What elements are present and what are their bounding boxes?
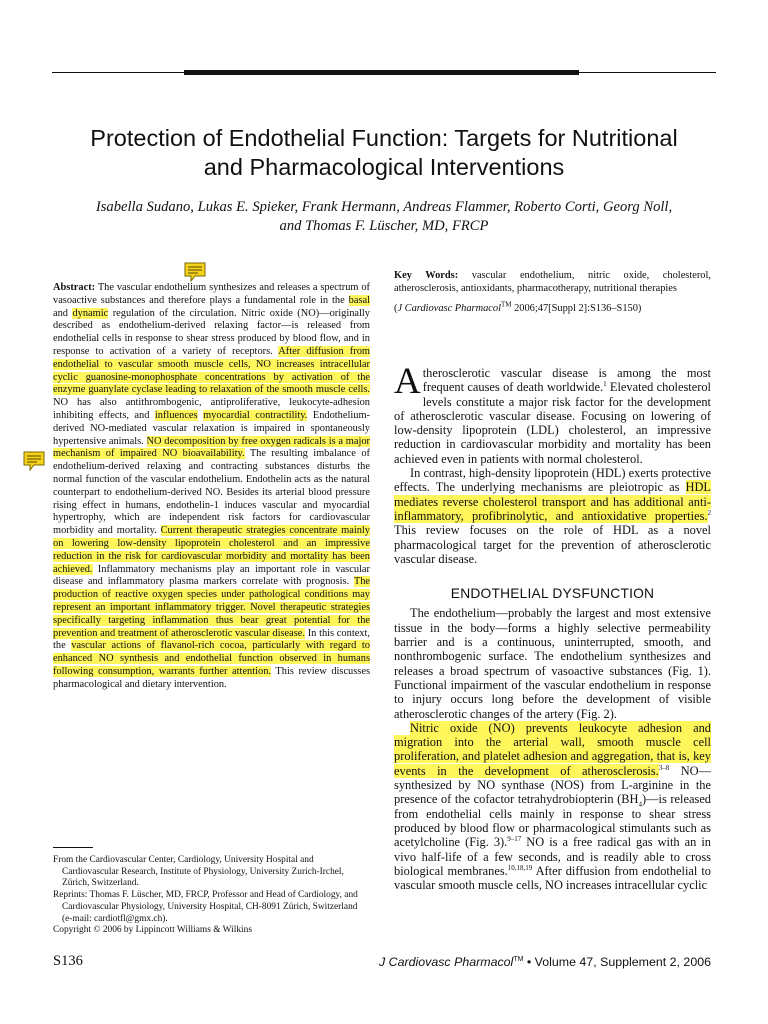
abstract-label: Abstract: [53,282,96,293]
journal-name: J Cardiovasc Pharmacol [379,955,514,969]
keywords [394,270,711,296]
highlight[interactable]: After diffusion from endothelial to vascular smooth muscle cells, NO increases intracellular cyclic guanosine-monophosphate concentrations by activation of the enzyme guanylate cyclase leading to relaxation of the smooth muscle cells. [53,345,371,396]
dropcap: A [394,361,421,402]
authors-line-1: Isabella Sudano, Lukas E. Spieker, Frank Hermann, Andreas Flammer, Roberto Corti, Georg Noll, [95,199,673,215]
highlight[interactable]: Nitric oxide (NO) prevents leukocyte adhesion and migration into the arterial wall, smooth muscle cell proliferation, and platelet adhesion and aggregation, that is, key events in the development of atherosclerosis. [394,720,711,778]
abstract-text: The resulting imbalance of endothelium-derived relaxing and contracting substances disturbs the normal function of the vascular endothelium. Endothelin acts as the natural counterpart to endothelium-derived NO. Besides its arterial blood pressure rising effect in humans, endothelin-1 induces vascular and myocardial hypertrophy, which are independent risk factors for cardiovascular morbidity and mortality. [53,448,370,537]
reference[interactable]: 1 [603,380,607,389]
copyright: Copyright © 2006 by Lippincott Williams & Wilkins [53,925,252,936]
intro-paragraph: In contrast, high-density lipoprotein (HDL) exerts protective effects. The underlying mechanisms are pleiotropic as HDL mediates reverse cholesterol transport and has additional anti-inflammatory, profibrinolytic, and antioxidative properties.$^2$ This review focuses on the role of HDL as a novel pharmacological target for the prevention of atherosclerotic vascular disease. [394,466,711,566]
footnote-rule [53,847,93,848]
section-paragraph: The endothelium—probably the largest and most extensive tissue in the body—forms a highly selective permeability barrier and is a continuous, uninterrupted, smooth, and nonthrombogenic surface. The endothelium synthesizes and releases a broad spectrum of vasoactive substances (Fig. 1). Functional impairment of the vascular endothelium in response to injury occurs long before the development of visible atherosclerotic changes of the artery (Fig. 2). [394,606,711,721]
keywords-block [394,270,711,322]
abstract-text: The vascular endothelium synthesizes and releases a spectrum of vasoactive substances and therefore plays a fundamental role in the [53,282,370,306]
citation-text: 2006;47[Suppl 2]:S136–S150) [511,302,642,314]
abstract-text: Inflammatory mechanisms play an important role in vascular disease and inflammatory plasma markers correlate with prognosis. [53,563,370,588]
comment-note-icon[interactable] [22,451,44,469]
section-heading: ENDOTHELIAL DYSFUNCTION [450,586,655,602]
keywords-text: vascular endothelium, nitric oxide, cholesterol, atherosclerosis, antioxidants, pharmacotherapy, nutritional therapies [394,270,711,294]
reference[interactable]: 3–8 [658,763,670,772]
volume-info: • Volume 47, Supplement 2, 2006 [523,955,711,969]
abstract [53,282,370,692]
page-number: S136 [53,953,83,969]
highlight[interactable]: HDL mediates reverse cholesterol transport and has additional anti-inflammatory, profibrinolytic, and antioxidative properties. [394,480,711,523]
highlight[interactable]: NO decomposition by free oxygen radicals is a major mechanism of impaired NO bioavailability. [53,435,370,460]
header-rule-thick [184,70,579,75]
abstract-text: NO has also antithrombogenic, antiproliferative, leukocyte-adhesion inhibiting effects, and [53,397,370,421]
highlight[interactable]: basal [348,294,370,306]
reference[interactable]: 9–17 [507,835,522,844]
comment-note-icon[interactable] [183,262,205,280]
body-text [394,361,712,893]
highlight[interactable]: myocardial contractility. [203,409,308,421]
abstract-text: and [53,307,73,319]
journal-citation: (J Cardiovasc Pharmacol™ 2006;47[Suppl 2]:S136–S150) [394,300,642,314]
author-list [52,198,716,235]
section-paragraph: Nitric oxide (NO) prevents leukocyte adhesion and migration into the arterial wall, smooth muscle cell proliferation, and platelet adhesion and aggregation, that is, key events in the development of atherosclerosis.$^{3-8}$ NO—synthesized by NO synthase (NOS) from L-arginine in the presence of the cofactor tetrahydrobiopterin $(BH_4)—is$ released from endothelial cells mainly in response to shear stress produced by blood flow or pharmacological stimulants such as acetylcholine (Fig. 3).$^{9-17}$ NO is a free radical gas with an in vivo half-life of a few seconds, and is readily able to cross biological membranes.$^{10,18,19}$ After diffusion from endothelial to vascular smooth muscle cells, NO increases intracellular cyclic [394,720,712,893]
reference[interactable]: 10,18,19 [507,863,533,872]
highlight[interactable]: influences [154,409,198,421]
article-title [40,124,728,182]
title-line-1: Protection of Endothelial Function: Targets for Nutritional [90,125,678,151]
abstract-text: Endothelium-derived NO-mediated vascular relaxation is impaired in spontaneously hypertensive animals. [53,409,370,447]
highlight[interactable]: dynamic [72,307,109,319]
intro-paragraph: Atherosclerotic vascular disease is among the most frequent causes of death worldwide.$^1$ Elevated cholesterol levels constitute a major risk factor for the development of atherosclerotic vascular disease. Focusing on lowering of low-density lipoprotein (LDL) cholesterol, an impressive reduction in cardiovascular morbidity and mortality has been achieved even in patients with normal cholesterol. [394,361,711,466]
authors-line-2: and Thomas F. Lüscher, MD, FRCP [279,217,489,234]
running-footer: J Cardiovasc Pharmacol™ • Volume 47, Supplement 2, 2006 [379,955,711,969]
highlight[interactable]: vascular actions of flavanol-rich cocoa, particularly with regard to enhanced NO synthesis and endothelial function observed in humans following consumption, warrants further attention. [53,640,370,677]
title-line-2: and Pharmacological Interventions [203,154,565,180]
keywords-label: Key Words: [394,270,459,281]
affiliation-reprints: Reprints: Thomas F. Lüscher, MD, FRCP, Professor and Head of Cardiology, and Cardiovascular Physiology, University Hospital, CH-8091 Zürich, Switzerland (e-mail: cardiotfl@gmx.ch). [53,890,358,924]
abstract-text: This review discusses pharmacological and dietary intervention. [53,665,370,690]
abstract-text: In this context, the [53,627,370,652]
reference[interactable]: 2 [707,508,711,517]
affiliation-footnote [53,855,370,937]
highlight[interactable]: Current therapeutic strategies concentrate mainly on lowering low-density lipoprotein cholesterol and an impressive reduction in the risk for cardiovascular morbidity and mortality has been achieved. [53,525,370,575]
affiliation-from: From the Cardiovascular Center, Cardiology, University Hospital and Cardiovascular Research, Institute of Physiology, University Zurich-Irchel, Zürich, Switzerland. [53,855,344,889]
journal-name: J Cardiovasc Pharmacol [397,302,501,314]
abstract-paragraph [53,282,370,692]
highlight[interactable]: The production of reactive oxygen species under pathological conditions may represent an important inflammatory trigger. Novel therapeutic strategies specifically targeting inflammation thus bear great potential for the prevention and treatment of atherosclerotic vascular disease. [53,576,370,639]
abstract-text: regulation of the circulation. Nitric oxide (NO)—originally described as endothelium-derived relaxing factor—is released from endothelial cells in response to shear stress produced by blood flow, and in response to activation of a variety of receptors. [53,307,370,357]
